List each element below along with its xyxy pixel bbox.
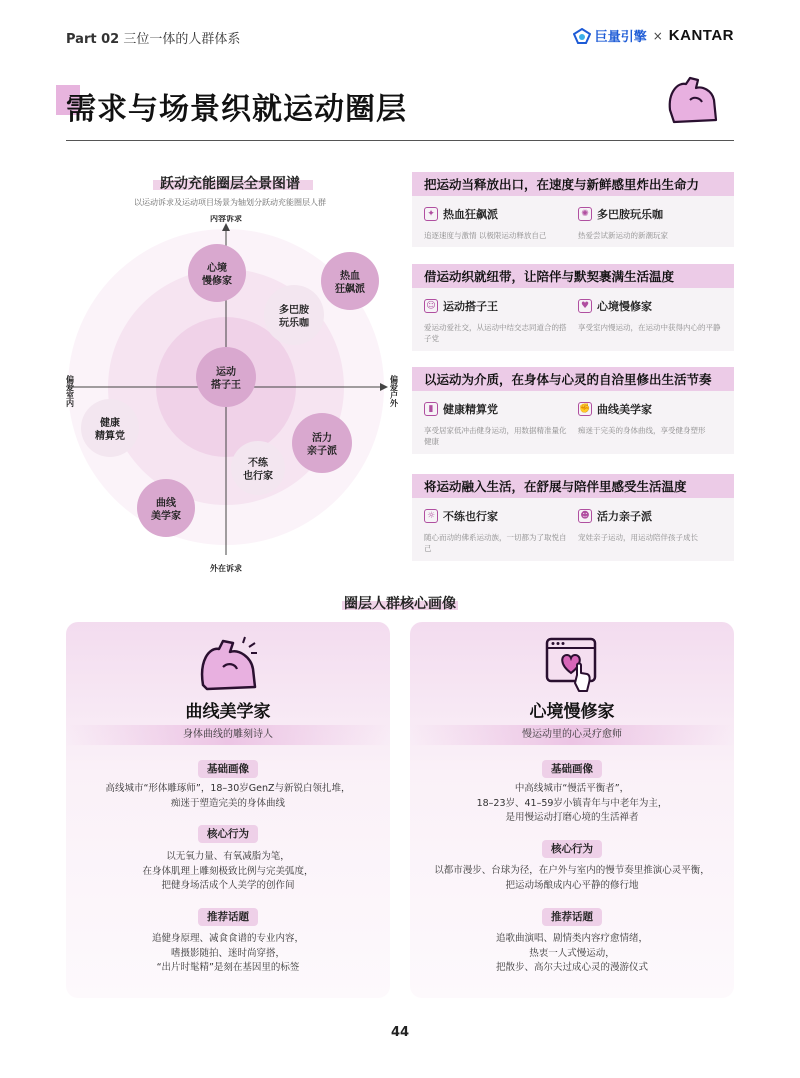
persona-name: 曲线美学家 (185, 702, 271, 722)
panel-item-name: 多巴胺玩乐咖 (597, 208, 663, 221)
persona-section-text (410, 864, 734, 893)
panel-1 (412, 264, 734, 351)
bubble-label: 多巴胺 (279, 305, 309, 316)
walk-icon: ☼ (424, 509, 438, 523)
bubble-label: 狂飙派 (335, 284, 365, 295)
persona-text-line: 热衷一人式慢运动， (529, 947, 615, 959)
persona-section-label: 推荐话题 (542, 908, 602, 926)
panel-item (424, 397, 570, 448)
heart-screen-icon (537, 633, 607, 695)
family-icon: ☻ (578, 509, 592, 523)
persona-section-label: 核心行为 (542, 840, 602, 858)
persona-text-line: 嗜摄影随拍、迷时尚穿搭， (170, 947, 285, 959)
bubble-7 (137, 479, 195, 537)
axis-label-left: 偏爱室内 (65, 375, 75, 407)
panel-item-name: 活力亲子派 (597, 510, 652, 523)
panel-heading: 以运动为介质，在身体与心灵的自洽里修出生活节奏 (412, 367, 734, 391)
panel-item-header (424, 298, 570, 314)
persona-section-label: 基础画像 (542, 760, 602, 778)
panel-item (424, 202, 570, 241)
axis-label-bottom: 外在诉求 (210, 564, 242, 573)
panel-item (424, 504, 570, 555)
chart-subtitle: 以运动诉求及运动项目场景为轴划分跃动充能圈层人群 (134, 198, 326, 207)
panel-heading: 将运动融入生活，在舒展与陪伴里感受生活温度 (412, 474, 734, 498)
panel-item-header (424, 401, 570, 417)
persona-text-line: 18–23岁、41–59岁小镇青年与中老年为主， (476, 797, 668, 809)
bubble-5 (292, 413, 352, 473)
persona-text-line: 追歌曲演唱、剧情类内容疗愈情绪， (495, 933, 648, 944)
bubble-label: 不练 (248, 458, 268, 469)
bubble-label: 玩乐咖 (279, 318, 309, 329)
persona-section-text (66, 932, 390, 976)
bubble-label: 曲线 (156, 498, 176, 509)
panel-item-header (578, 298, 724, 314)
panel-item-header (578, 401, 724, 417)
panel-item-description: 享受室内慢运动，在运动中获得内心的平静 (578, 323, 721, 332)
part-label (66, 28, 240, 47)
persona-section-label: 核心行为 (198, 825, 258, 843)
logo-separator: × (652, 28, 663, 43)
panel-item-name: 曲线美学家 (597, 403, 652, 416)
panel-item (578, 504, 724, 555)
panel-item-description: 追逐速度与激情 以极限运动释放自己 (424, 231, 547, 240)
persona-text-line: 中高线城市“慢活平衡者”， (514, 783, 630, 794)
persona-text-line: 痴迷于塑造完美的身体曲线 (170, 797, 285, 809)
persona-text-line: 追健身原理、减食食谱的专业内容， (151, 933, 304, 944)
panel-item-name: 健康精算党 (443, 403, 498, 416)
panel-item-name: 运动搭子王 (443, 300, 498, 313)
persona-text-line: 把散步、高尔夫过成心灵的漫游仪式 (495, 962, 648, 974)
axis-label-right: 偏爱户外 (389, 375, 399, 407)
panel-2 (412, 367, 734, 454)
panel-item-description: 爱运动爱社交，从运动中结交志同道合的搭子党 (424, 323, 567, 344)
part-title: 三位一体的人群体系 (123, 32, 241, 47)
persona-text-line: “出片时髦精”是刻在基因里的标签 (156, 962, 300, 974)
persona-section-text (410, 932, 734, 976)
bubble-label: 精算党 (95, 431, 125, 442)
persona-tagline: 身体曲线的雕刻诗人 (66, 725, 390, 745)
bubble-2 (264, 285, 324, 345)
persona-text-line: 把健身场活成个人美学的创作间 (161, 880, 295, 892)
panel-heading: 把运动当释放出口，在速度与新鲜感里炸出生命力 (412, 172, 734, 196)
panel-item-description: 宠娃亲子运动，用运动陪伴孩子成长 (578, 533, 698, 542)
circle-map-chart (60, 215, 400, 575)
panel-body (412, 391, 734, 454)
persona-section-text (66, 782, 390, 811)
panel-body (412, 196, 734, 247)
bubble-label: 亲子派 (307, 446, 337, 457)
bubble-label: 健康 (100, 418, 120, 429)
muscle-arm-icon (660, 70, 726, 130)
panel-item-description: 痴迷于完美的身体曲线，享受健身塑形 (578, 426, 706, 435)
persona-section-text (66, 850, 390, 894)
bubble-0 (188, 244, 246, 302)
brand-logos (573, 26, 734, 45)
panel-0 (412, 172, 734, 247)
persona-tagline: 慢运动里的心灵疗愈师 (410, 725, 734, 745)
panel-item-header (424, 206, 570, 222)
panel-item (578, 397, 724, 448)
juliang-mark-icon (573, 28, 591, 44)
panel-body (412, 498, 734, 561)
panel-heading: 借运动织就纽带，让陪伴与默契裹满生活温度 (412, 264, 734, 288)
panel-item-name: 心境慢修家 (597, 300, 652, 313)
panel-item-header (578, 206, 724, 222)
panel-item-description: 热爱尝试新运动的新潮玩家 (578, 231, 668, 240)
panel-item-name: 热血狂飙派 (443, 208, 498, 221)
chart-icon: ▮ (424, 402, 438, 416)
heart-screen-icon: ♥ (578, 299, 592, 313)
bubble-label: 活力 (312, 433, 332, 444)
bubble-4 (81, 399, 139, 457)
bubble-6 (231, 441, 285, 495)
title-divider (66, 140, 734, 141)
juliang-logo-text: 巨量引擎 (594, 30, 647, 45)
panel-item-description: 随心而动的佛系运动族，一切都为了取悦自己 (424, 533, 567, 554)
persona-text-line: 是用慢运动打磨心境的生活禅者 (505, 812, 639, 824)
persona-section-text (410, 782, 734, 826)
muscle-icon (193, 633, 263, 695)
persona-section-label: 基础画像 (198, 760, 258, 778)
panel-body (412, 288, 734, 351)
bubble-label: 也行家 (243, 471, 273, 482)
bubble-label: 运动 (216, 367, 236, 378)
kantar-logo: KANTAR (668, 27, 734, 44)
bubble-label: 美学家 (151, 511, 181, 522)
panel-item-header (424, 508, 570, 524)
panel-item (424, 294, 570, 345)
axis-arrow-top (222, 223, 230, 231)
part-number: Part 02 (66, 32, 120, 47)
muscle-icon: ✊ (578, 402, 592, 416)
bubble-1 (321, 252, 379, 310)
juliang-logo (573, 26, 647, 45)
page-title: 需求与场景织就运动圈层 (66, 92, 407, 127)
persona-text-line: 把运动场酿成内心平静的修行地 (505, 879, 639, 891)
persona-text-line: 以都市漫步、台球为径，在户外与室内的慢节奏里推演心灵平衡， (434, 865, 710, 876)
fire-icon: ✦ (424, 207, 438, 221)
section-title: 圈层人群核心画像 (344, 596, 456, 612)
page-number: 44 (390, 1025, 410, 1040)
panel-item-name: 不练也行家 (443, 510, 498, 523)
bubble-label: 心境 (207, 263, 227, 274)
persona-text-line: 以无氧力量、有氧减脂为笔， (166, 851, 290, 862)
panel-item-header (578, 508, 724, 524)
bubble-3 (196, 347, 256, 407)
bubble-label: 慢修家 (202, 276, 232, 287)
axis-arrow-right (380, 383, 388, 391)
bubble-label: 热血 (340, 271, 360, 282)
persona-section-label: 推荐话题 (198, 908, 258, 926)
persona-text-line: 在身体肌理上雕刻极致比例与完美弧度， (142, 865, 314, 877)
panel-item-description: 享受居家低冲击健身运动，用数据精准量化健康 (424, 426, 567, 447)
sparkle-icon: ✺ (578, 207, 592, 221)
persona-text-line: 高线城市“形体雕琢师”，18–30岁GenZ与新锐白领扎堆， (105, 783, 351, 794)
panel-3 (412, 474, 734, 561)
panel-item (578, 294, 724, 345)
panel-item (578, 202, 724, 241)
chart-title: 跃动充能圈层全景图谱 (160, 176, 300, 192)
people-icon: ☺ (424, 299, 438, 313)
persona-name: 心境慢修家 (529, 702, 615, 722)
bubble-label: 搭子王 (211, 380, 241, 391)
axis-label-top: 内容诉求 (210, 215, 242, 223)
